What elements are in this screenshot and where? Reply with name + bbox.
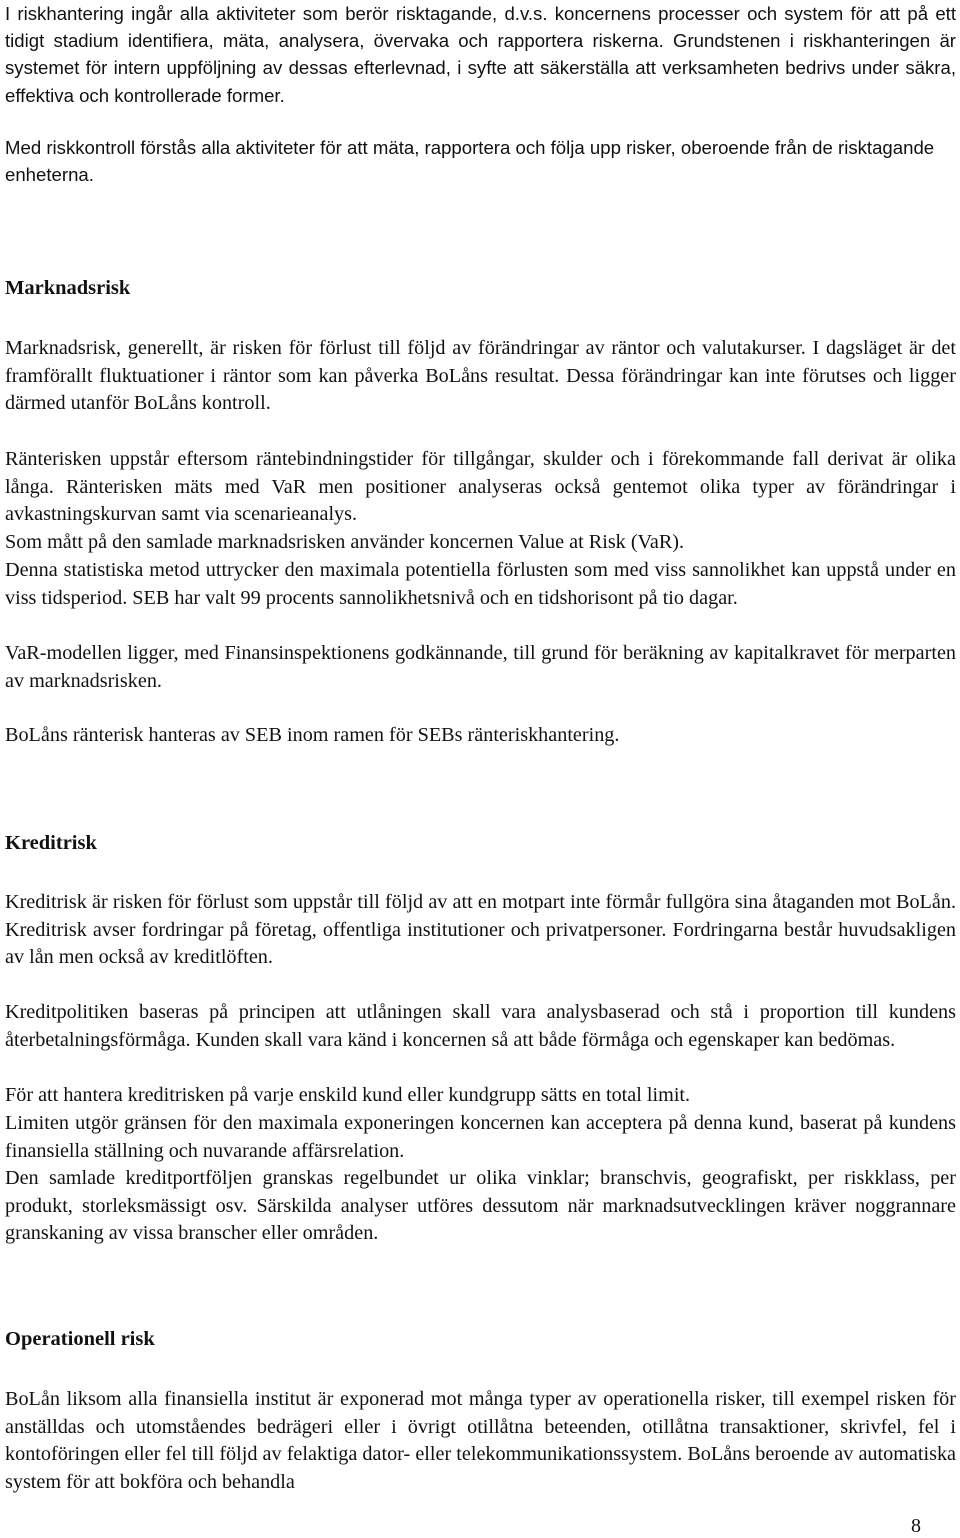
credit-risk-paragraph-3: För att hantera kreditrisken på varje enskild kund eller kundgrupp sätts en total limit. <box>5 1084 691 1106</box>
market-risk-heading: Marknadsrisk <box>5 277 131 299</box>
intro-paragraph-2: Med riskkontroll förstås alla aktiviteter för att mäta, rapportera och följa upp risker, oberoende från de risktagande enheterna. <box>5 137 935 186</box>
credit-risk-heading: Kreditrisk <box>5 832 97 854</box>
page-number: 8 <box>911 1515 921 1537</box>
market-risk-paragraph-1: Marknadsrisk, generellt, är risken för förlust till följd av förändringar av räntor och valutakurser. I dagsläget är det framförallt fluktuationer i räntor som kan påverka BoLåns resultat. Dessa förändringar kan inte förutses och ligger därmed utanför BoLåns kontroll. <box>5 337 956 415</box>
market-risk-paragraph-2: Ränterisken uppstår eftersom räntebindningstider för tillgångar, skulder och i förekommande fall derivat är olika långa. Ränterisken mäts med VaR men positioner analyseras också gentemot olika typer av förändringar i avkastningskurvan samt via scenarieanalys. <box>5 448 956 526</box>
market-risk-paragraph-6: BoLåns ränterisk hanteras av SEB inom ramen för SEBs ränteriskhantering. <box>5 724 620 746</box>
credit-risk-paragraph-4: Limiten utgör gränsen för den maximala exponeringen koncernen kan acceptera på denna kund, baserat på kundens finansiella ställning och nuvarande affärsrelation. <box>5 1112 956 1162</box>
market-risk-paragraph-3: Som mått på den samlade marknadsrisken använder koncernen Value at Risk (VaR). <box>5 531 685 553</box>
credit-risk-paragraph-1: Kreditrisk är risken för förlust som uppstår till följd av att en motpart inte förmår fullgöra sina åtaganden mot BoLån. Kreditrisk avser fordringar på företag, offentliga institutioner och privatpersoner. Fordringarna består huvudsakligen av lån men också av kreditlöften. <box>5 891 956 969</box>
market-risk-paragraph-4: Denna statistiska metod uttrycker den maximala potentiella förlusten som med viss sannolikhet kan uppstå under en viss tidsperiod. SEB har valt 99 procents sannolikhetsnivå och en tidshorisont på tio dagar. <box>5 559 956 609</box>
operational-risk-heading: Operationell risk <box>5 1328 155 1350</box>
credit-risk-paragraph-5: Den samlade kreditportföljen granskas regelbundet ur olika vinklar; branschvis, geografiskt, per riskklass, per produkt, storleksmässigt osv. Särskilda analyser utföres dessutom när marknadsutvecklingen kräver noggrannare granskaning av vissa branscher eller områden. <box>5 1167 956 1245</box>
credit-risk-paragraph-2: Kreditpolitiken baseras på principen att utlåningen skall vara analysbaserad och stå i proportion till kundens återbetalningsförmåga. Kunden skall vara känd i koncernen så att både förmåga och egenskaper kan bedömas. <box>5 1001 956 1051</box>
operational-risk-paragraph-1: BoLån liksom alla finansiella institut är exponerad mot många typer av operationella risker, till exempel risken för anställdas och utomståendes bedrägeri eller i övrigt otillåtna beteenden, otillåtna transaktioner, skrivfel, fel i kontoföringen eller fel till följd av felaktiga dator- eller telekommunikationssystem. BoLåns beroende av automatiska system för att bokföra och behandla <box>5 1388 956 1494</box>
intro-paragraph-1: I riskhantering ingår alla aktiviteter som berör risktagande, d.v.s. koncernens processer och system för att på ett tidigt stadium identifiera, mäta, analysera, övervaka och rapportera riskerna. Grundstenen i riskhanteringen är systemet för intern uppföljning av dessas efterlevnad, i syfte att säkerställa att verksamheten bedrivs under säkra, effektiva och kontrollerade former. <box>5 3 956 106</box>
market-risk-paragraph-5: VaR-modellen ligger, med Finansinspektionens godkännande, till grund för beräkning av kapitalkravet för merparten av marknadsrisken. <box>5 642 956 692</box>
